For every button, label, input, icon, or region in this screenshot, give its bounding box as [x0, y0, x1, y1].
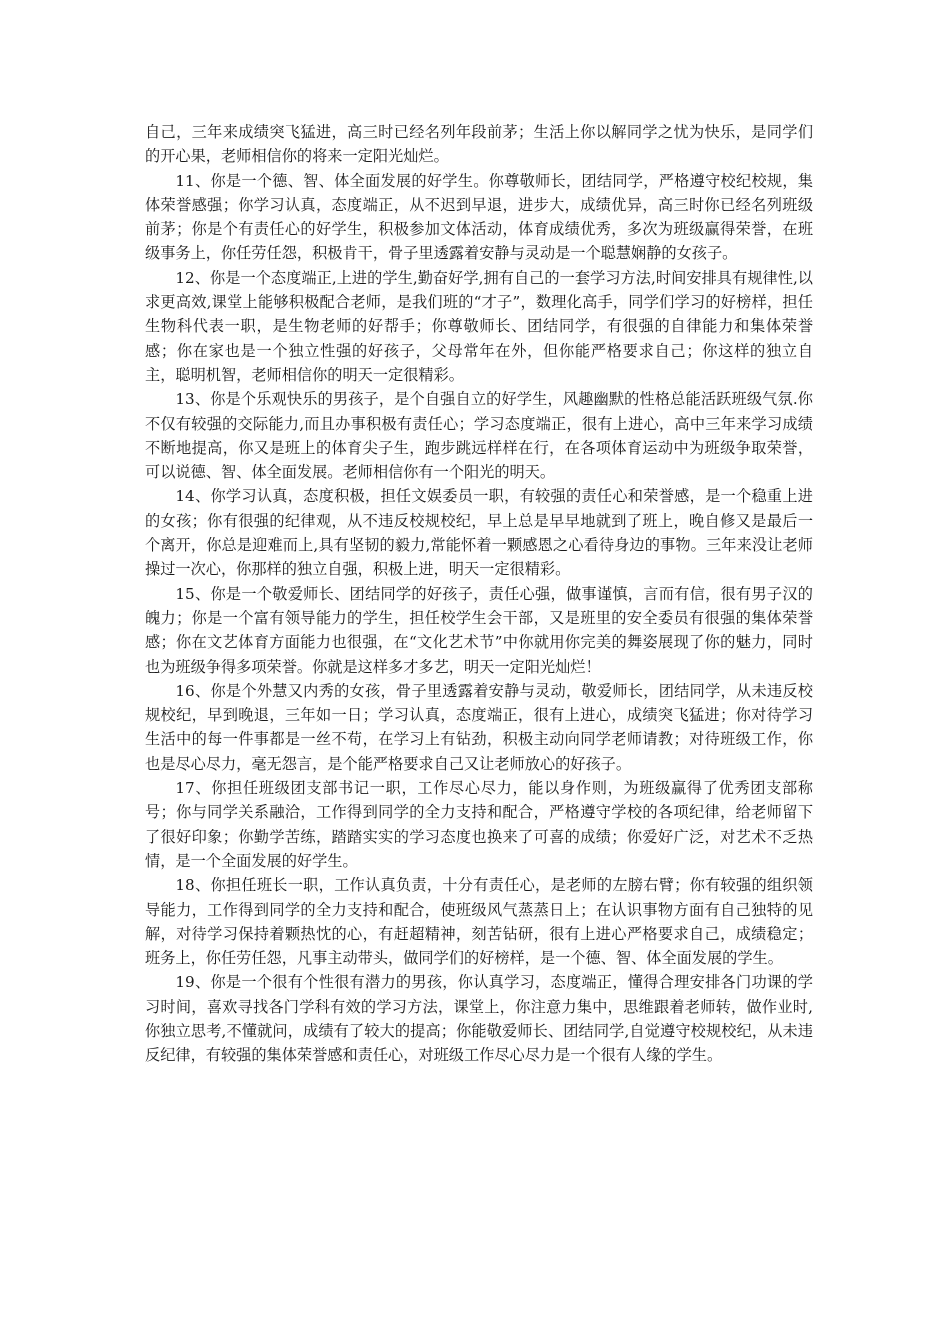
comment-paragraph-19: 19、你是一个很有个性很有潜力的男孩，你认真学习，态度端正，懂得合理安排各门功课的学习时间，喜欢寻找各门学科有效的学习方法，课堂上，你注意力集中，思维跟着老师转，做作业时,你独立思考,不懂就问，成绩有了较大的提高；你能敬爱师长、团结同学,自觉遵守校规校纪，从未违反纪律，有较强的集体荣誉感和责任心，对班级工作尽心尽力是一个很有人缘的学生。 [145, 973, 813, 1065]
comment-paragraph-11: 11、你是一个德、智、体全面发展的好学生。你尊敬师长，团结同学，严格遵守校纪校规，集体荣誉感强；你学习认真，态度端正，从不迟到早退，进步大，成绩优异，高三时你已经名列班级前茅；你是个有责任心的好学生，积极参加文体活动，体育成绩优秀，多次为班级赢得荣誉，在班级事务上，你任劳任怨，积极肯干，骨子里透露着安静与灵动是一个聪慧娴静的女孩子。 [145, 171, 813, 263]
comment-paragraph-17: 17、你担任班级团支部书记一职，工作尽心尽力，能以身作则，为班级赢得了优秀团支部称号；你与同学关系融洽，工作得到同学的全力支持和配合，严格遵守学校的各项纪律，给老师留下了很好印象；你勤学苦练，踏踏实实的学习态度也换来了可喜的成绩；你爱好广泛，对艺术不乏热情，是一个全面发展的好学生。 [145, 779, 813, 870]
comment-paragraph-15: 15、你是一个敬爱师长、团结同学的好孩子，责任心强，做事谨慎，言而有信，很有男子汉的魄力；你是一个富有领导能力的学生，担任校学生会干部，又是班里的安全委员有很强的集体荣誉感；你在文艺体育方面能力也很强，在“文化艺术节”中你就用你完美的舞姿展现了你的魅力，同时也为班级争得多项荣誉。你就是这样多才多艺，明天一定阳光灿烂！ [145, 584, 813, 676]
comment-paragraph-14: 14、你学习认真，态度积极，担任文娱委员一职，有较强的责任心和荣誉感，是一个稳重上进的女孩；你有很强的纪律观，从不违反校规校纪，早上总是早早地就到了班上，晚自修又是最后一个离开，你总是迎难而上,具有坚韧的毅力,常能怀着一颗感恩之心看待身边的事物。三年来没让老师操过一次心，你那样的独立自强，积极上进，明天一定很精彩。 [145, 487, 813, 579]
comment-paragraph-12: 12、你是一个态度端正,上进的学生,勤奋好学,拥有自己的一套学习方法,时间安排具有规律性,以求更高效,课堂上能够积极配合老师，是我们班的“才子”，数理化高手，同学们学习的好榜样，担任生物科代表一职，是生物老师的好帮手；你尊敬师长、团结同学，有很强的自律能力和集体荣誉感；你在家也是一个独立性强的好孩子，父母常年在外，但你能严格要求自己；你这样的独立自主，聪明机智，老师相信你的明天一定很精彩。 [145, 268, 813, 384]
paragraph-continuation: 自己，三年来成绩突飞猛进，高三时已经名列年段前茅；生活上你以解同学之忧为快乐，是同学们的开心果，老师相信你的将来一定阳光灿烂。 [145, 123, 813, 166]
comment-paragraph-18: 18、你担任班长一职，工作认真负责，十分有责任心，是老师的左膀右臂；你有较强的组织领导能力，工作得到同学的全力支持和配合，使班级风气蒸蒸日上；在认识事物方面有自己独特的见解，对待学习保持着颗热忱的心，有赶超精神，刻苦钻研，很有上进心严格要求自己，成绩稳定；班务上，你任劳任怨，凡事主动带头，做同学们的好榜样，是一个德、智、体全面发展的学生。 [145, 876, 813, 968]
comment-paragraph-13: 13、你是个乐观快乐的男孩子，是个自强自立的好学生，风趣幽默的性格总能活跃班级气氛.你不仅有较强的交际能力,而且办事积极有责任心；学习态度端正，很有上进心，高中三年来学习成绩不断地提高，你又是班上的体育尖子生，跑步跳远样样在行，在各项体育运动中为班级争取荣誉，可以说德、智、体全面发展。老师相信你有一个阳光的明天。 [145, 390, 813, 482]
document-body [145, 120, 813, 1068]
comment-paragraph-16: 16、你是个外慧又内秀的女孩，骨子里透露着安静与灵动，敬爱师长，团结同学，从未违反校规校纪，早到晚退，三年如一日；学习认真，态度端正，很有上进心，成绩突飞猛进；你对待学习生活中的每一件事都是一丝不苟，在学习上有钻劲，积极主动向同学老师请教；对待班级工作，你也是尽心尽力，毫无怨言，是个能严格要求自己又让老师放心的好孩子。 [145, 681, 813, 773]
